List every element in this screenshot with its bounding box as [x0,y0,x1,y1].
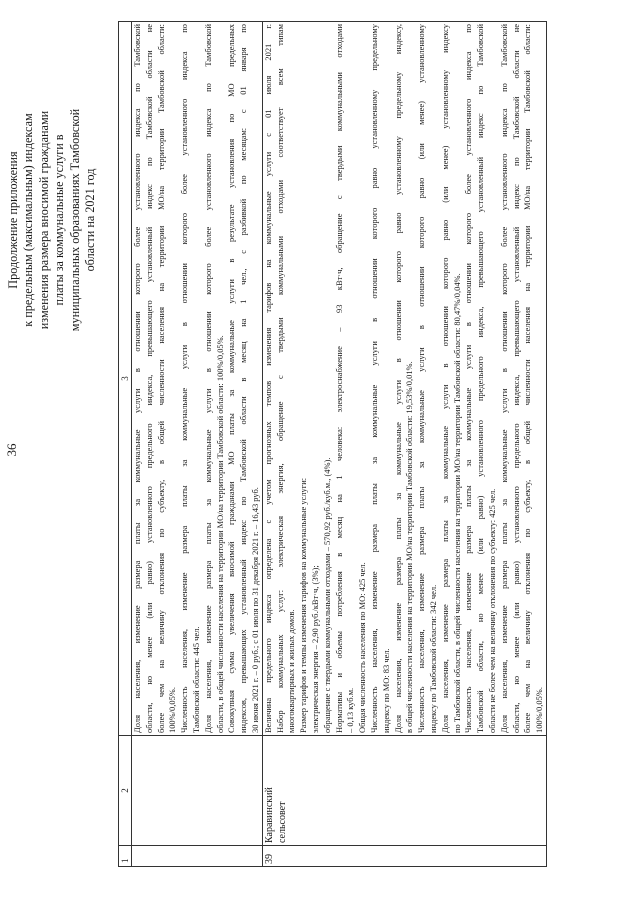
municipality-name [262,736,546,846]
municipality-name-line: Каравинский [263,787,275,843]
text-line: индексов, превышающих установленный индекс по Тамбовской области в месяц на 1 чел., с разбивкой по месяцам: с 01 января по [238,24,249,733]
text-line: 100%/0,05%. [167,687,178,733]
text-line: Тамбовской области, но менее (или равно) установленного предельного индекса, превышающего установленный индекс по Тамбовской [475,24,486,733]
header-line: платы за коммунальные услуги в [52,134,67,306]
col-header-2: 2 [119,736,132,846]
text-line: Размер тарифов и темпы изменения тарифов на коммунальные услуги: [298,477,309,733]
text-line: 30 июня 2021 г. – 0 руб.; с 01 июля по 31 декабря 2021 г. – 16,43 руб. [249,487,260,733]
text-line: Величина предельного индекса определена с учетом прогнозных темпов изменения тарифов на коммунальные услуги с 01 июля 2021 г. [262,24,273,733]
header-line: Продолжение приложения [6,151,20,289]
table-row-39 [262,22,546,867]
text-line: Доля населения, изменение размера платы за коммунальные услуги в отношении которого более установленного индекса по Тамбовской [202,24,213,733]
text-line: Нормативы и объемы потребления в месяц на 1 человека: электроснабжение – 93 кВт·ч, обращение с твердыми коммунальными отходами [333,24,344,733]
prev-row-name [132,736,263,846]
table-row-previous [132,22,263,867]
text-line: индексу по Тамбовской области: 342 чел. [427,584,438,733]
text-line: Доля населения, изменение размера платы за коммунальные услуги в отношении которого более установленного индекса по Тамбовской [132,24,142,733]
text-line: Совокупная сумма увеличения вносимой гражданами МО платы за коммунальные услуги в результате установления по МО предельных [226,24,237,733]
text-line: Численность населения, изменение размера платы за коммунальные услуги в отношении которого равно установленному предельному [368,24,379,733]
header-line: изменения размера вносимой гражданами [36,110,51,330]
row-description [262,22,546,736]
text-line: области не более чем на величину отклонения по субъекту: 425 чел. [486,488,497,733]
text-line: области, в общей численности населения на территории МО/на территории Тамбовской области: 100%/0,05%. [214,335,225,733]
municipality-name-line: сельсовет [276,801,288,843]
text-line: обращение с твердыми коммунальными отходами – 570,92 руб./куб.м., (4%). [321,457,332,733]
text-line: более чем на величину отклонения по субъекту, в общей численности населения на территории МО/на территории Тамбовской области: [522,24,533,733]
indices-table [118,21,547,867]
page-number: 36 [4,443,19,457]
text-line: Тамбовской области: 445 чел. [190,626,201,733]
text-line: Общая численность населения по МО: 425 чел. [357,562,368,733]
prev-row-number [132,846,263,867]
text-line: области, но менее (или равно) установленного предельного индекса, превышающего установленный индекс по Тамбовской области не [510,24,521,733]
row-number: 39 [262,846,546,867]
col-header-1: 1 [119,846,132,867]
text-line: Численность населения, изменение размера платы за коммунальные услуги в отношении которого более установленного индекса по [463,24,474,733]
table-header-row [119,22,132,867]
text-line: Доля населения, изменение размера платы за коммунальные услуги в отношении которого более установленного индекса по Тамбовской [498,24,509,733]
header-line: к предельным (максимальным) индексам [21,113,36,327]
text-line: Численность населения, изменение размера платы за коммунальные услуги в отношении которого равно (или менее) установленному [416,24,427,733]
appendix-header [6,55,98,385]
col-header-3: 3 [119,22,132,736]
text-line: в общей численности населения на территории МО/на территории Тамбовской области: 19,53%/0,01%. [404,361,415,733]
text-line: электрическая энергия – 2,90 руб./кВт·ч, (3%); [309,565,320,733]
text-line: по Тамбовской области, в общей численности населения на территории МО/на территории Тамбовской области: 80,47%/0,04%. [451,273,462,733]
text-line: более чем на величину отклонения по субъекту, в общей численности населения на территории МО/на территории Тамбовской области: [155,24,166,733]
text-line: многоквартирных и жилых домов. [286,609,297,733]
header-line: области на 2021 год [83,168,98,272]
text-line: индексу по МО: 83 чел. [380,648,391,733]
text-line: 100%/0,05%. [534,687,545,733]
text-line: – 0,13 куб.м. [345,687,356,733]
text-line: области, но менее (или равно) установленного предельного индекса, превышающего установленный индекс по Тамбовской области не [143,24,154,733]
prev-row-description [132,22,263,736]
text-line: Набор коммунальных услуг: электрическая энергия, обращение с твердыми коммунальными отходами соответствует всем типам [274,24,285,733]
header-line: муниципальных образованиях Тамбовской [67,108,82,332]
text-line: Доля населения, изменение размера платы за коммунальные услуги в отношении которого равно установленному предельному индексу, [392,24,403,733]
text-line: Доля населения, изменение размера платы за коммунальные услуги в отношении которого равно (или менее) установленному индексу [439,24,450,733]
text-line: Численность населения, изменение размера платы за коммунальные услуги в отношении которого более установленного индекса по [179,24,190,733]
